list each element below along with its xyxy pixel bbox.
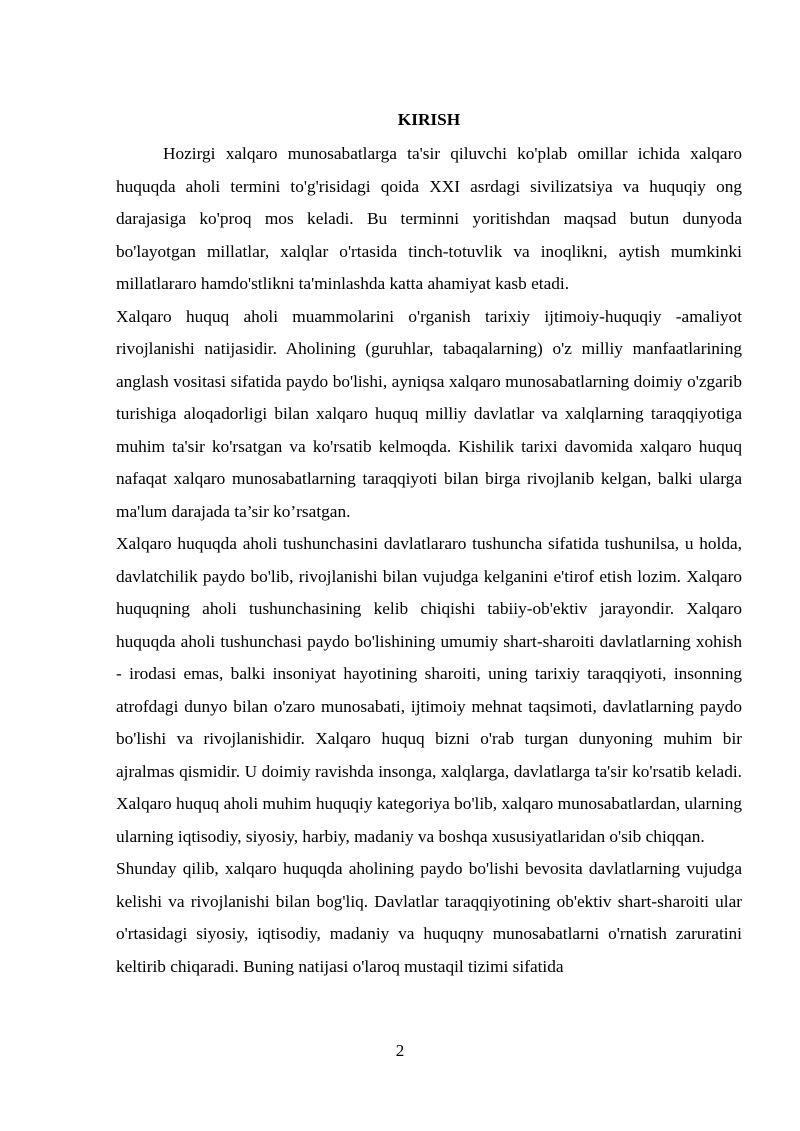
paragraph-conclusion: Shunday qilib, xalqaro huquqda aholining paydo bo'lishi bevosita davlatlarning vujudga kelishi va rivojlanishi bilan bog'liq. Davlatlar taraqqiyotining ob'ektiv shart-sharoiti ular o'rtasidagi siyosiy, iqtisodiy, madaniy va huquqny munosabatlarni o'rnatish zaruratini keltirib chiqaradi. Buning natijasi o'laroq mustaqil tizimi sifatida [116, 859, 742, 976]
page-content [116, 108, 742, 983]
page-number: 2 [395, 1041, 405, 1060]
paragraph-concept: Xalqaro huquqda aholi tushunchasini davlatlararo tushuncha sifatida tushunilsa, u holda, davlatchilik paydo bo'lib, rivojlanishi bilan vujudga kelganini e'tirof etish lozim. Xalqaro huquqning aholi tushunchasining kelib chiqishi tabiiy-ob'ektiv jarayondir. Xalqaro huquqda aholi tushunchasi paydo bo'lishining umumiy shart-sharoiti davlatlarning xohish - irodasi emas, balki insoniyat hayotining sharoiti, uning tarixiy taraqqiyoti, insonning atrofdagi dunyo bilan o'zaro munosabati, ijtimoiy mehnat taqsimoti, davlatlarning paydo bo'lishi va rivojlanishidir. Xalqaro huquq bizni o'rab turgan dunyoning muhim bir ajralmas qismidir. U doimiy ravishda insonga, xalqlarga, davlatlarga ta'sir ko'rsatib keladi. Xalqaro huquq aholi muhim huquqiy kategoriya bo'lib, xalqaro munosabatlardan, ularning ularning iqtisodiy, siyosiy, harbiy, madaniy va boshqa xususiyatlaridan o'sib chiqqan. [116, 534, 742, 846]
section-title: KIRISH [397, 110, 461, 129]
paragraph-history: Xalqaro huquq aholi muammolarini o'rganish tarixiy ijtimoiy-huquqiy -amaliyot rivojlanishi natijasidir. Aholining (guruhlar, tabaqalarning) o'z milliy manfaatlarining anglash vositasi sifatida paydo bo'lishi, ayniqsa xalqaro munosabatlarning doimiy o'zgarib turishiga aloqadorligi bilan xalqaro huquq milliy davlatlar va xalqlarning taraqqiyotiga muhim ta'sir ko'rsatgan va ko'rsatib kelmoqda. Kishilik tarixi davomida xalqaro huquq nafaqat xalqaro munosabatlarning taraqqiyoti bilan birga rivojlanib kelgan, balki ularga ma'lum darajada ta’sir ko’rsatgan. [116, 306, 742, 521]
paragraph-intro: Hozirgi xalqaro munosabatlarga ta'sir qiluvchi ko'plab omillar ichida xalqaro huquqda aholi termini to'g'risidagi qoida XXI asrdagi sivilizatsiya va huquqiy ong darajasiga ko'proq mos keladi. Bu terminni yoritishdan maqsad butun dunyoda bo'layotgan millatlar, xalqlar o'rtasida tinch-totuvlik va inoqlikni, aytish mumkinki millatlararo hamdo'stlikni ta'minlashda katta ahamiyat kasb etadi. [116, 144, 742, 293]
